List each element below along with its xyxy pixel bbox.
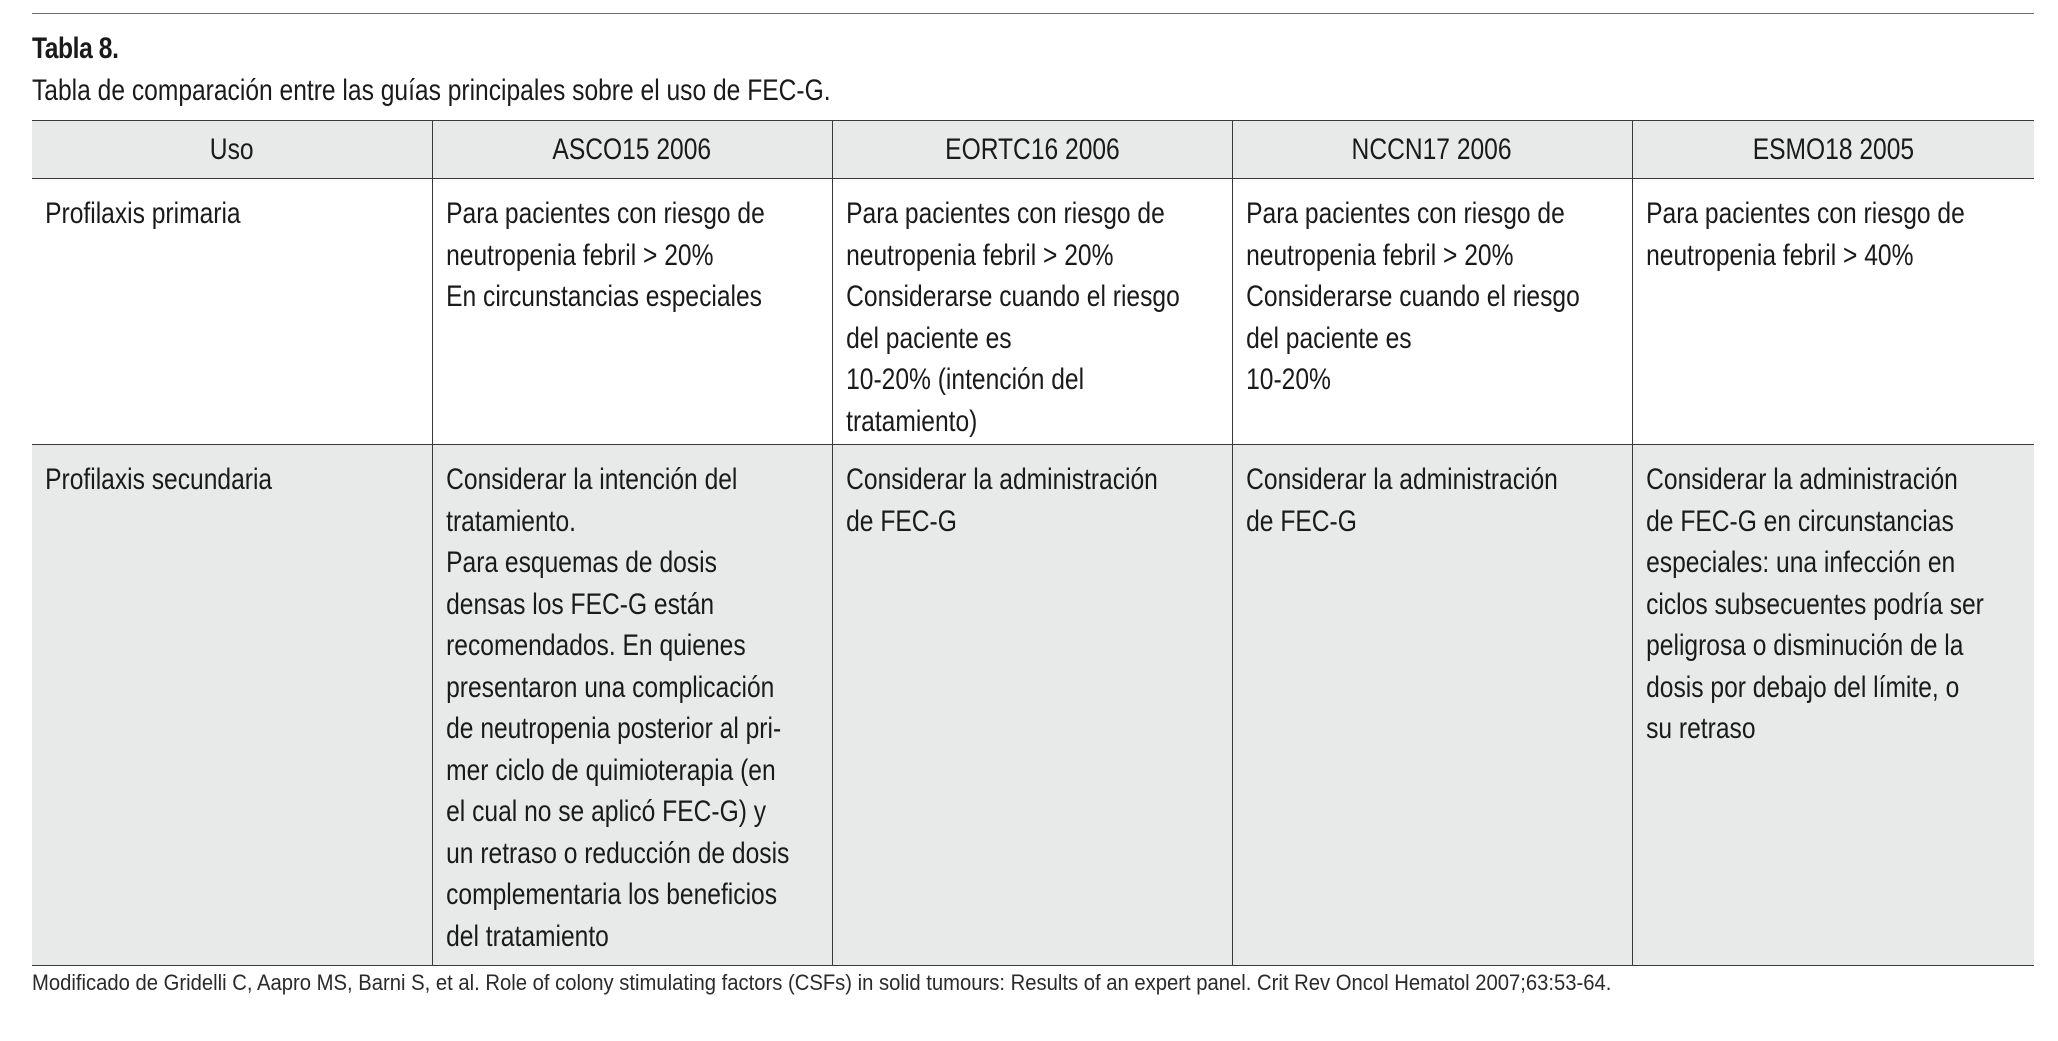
comparison-table bbox=[32, 120, 2034, 966]
table-number-label: Tabla 8. bbox=[32, 32, 119, 65]
cell-esmo: Considerar la administración de FEC-G en circunstancias especiales: una infección en ciclos subsecuentes podría ser peligrosa o disminución de la dosis por debajo del límite, o su retraso bbox=[1632, 445, 2034, 966]
cell-asco: Considerar la intención del tratamiento. Para esquemas de dosis densas los FEC-G están recomendados. En quienes presentaron una complicación de neutropenia posterior al pri- mer ciclo de quimioterapia (en el cual no se aplicó FEC-G) y un retraso o reducción de dosis complementaria los beneficios del tratamiento bbox=[432, 445, 832, 966]
header-eortc: EORTC16 2006 bbox=[832, 121, 1232, 179]
cell-uso: Profilaxis secundaria bbox=[32, 445, 432, 966]
header-row bbox=[32, 121, 2034, 179]
table-footnote: Modificado de Gridelli C, Aapro MS, Barni S, et al. Role of colony stimulating factors (CSFs) in solid tumours: Results of an expert panel. Crit Rev Oncol Hematol 2007;63:53-64. bbox=[32, 970, 1612, 995]
table-caption: Tabla de comparación entre las guías principales sobre el uso de FEC-G. bbox=[32, 74, 831, 107]
document-page bbox=[32, 0, 2034, 1041]
table-header bbox=[32, 121, 2034, 179]
cell-nccn: Para pacientes con riesgo de neutropenia febril > 20% Considerarse cuando el riesgo del paciente es 10-20% bbox=[1232, 179, 1632, 445]
cell-eortc: Para pacientes con riesgo de neutropenia febril > 20% Considerarse cuando el riesgo del paciente es 10-20% (intención del tratamiento) bbox=[832, 179, 1232, 445]
cell-uso: Profilaxis primaria bbox=[32, 179, 432, 445]
header-nccn: NCCN17 2006 bbox=[1232, 121, 1632, 179]
top-rule bbox=[32, 13, 2034, 14]
cell-esmo: Para pacientes con riesgo de neutropenia febril > 40% bbox=[1632, 179, 2034, 445]
header-asco: ASCO15 2006 bbox=[432, 121, 832, 179]
cell-asco: Para pacientes con riesgo de neutropenia febril > 20% En circunstancias especiales bbox=[432, 179, 832, 445]
table-row bbox=[32, 179, 2034, 445]
cell-eortc: Considerar la administración de FEC-G bbox=[832, 445, 1232, 966]
table-body bbox=[32, 179, 2034, 966]
header-uso: Uso bbox=[32, 121, 432, 179]
header-esmo: ESMO18 2005 bbox=[1632, 121, 2034, 179]
cell-nccn: Considerar la administración de FEC-G bbox=[1232, 445, 1632, 966]
table-row bbox=[32, 445, 2034, 966]
